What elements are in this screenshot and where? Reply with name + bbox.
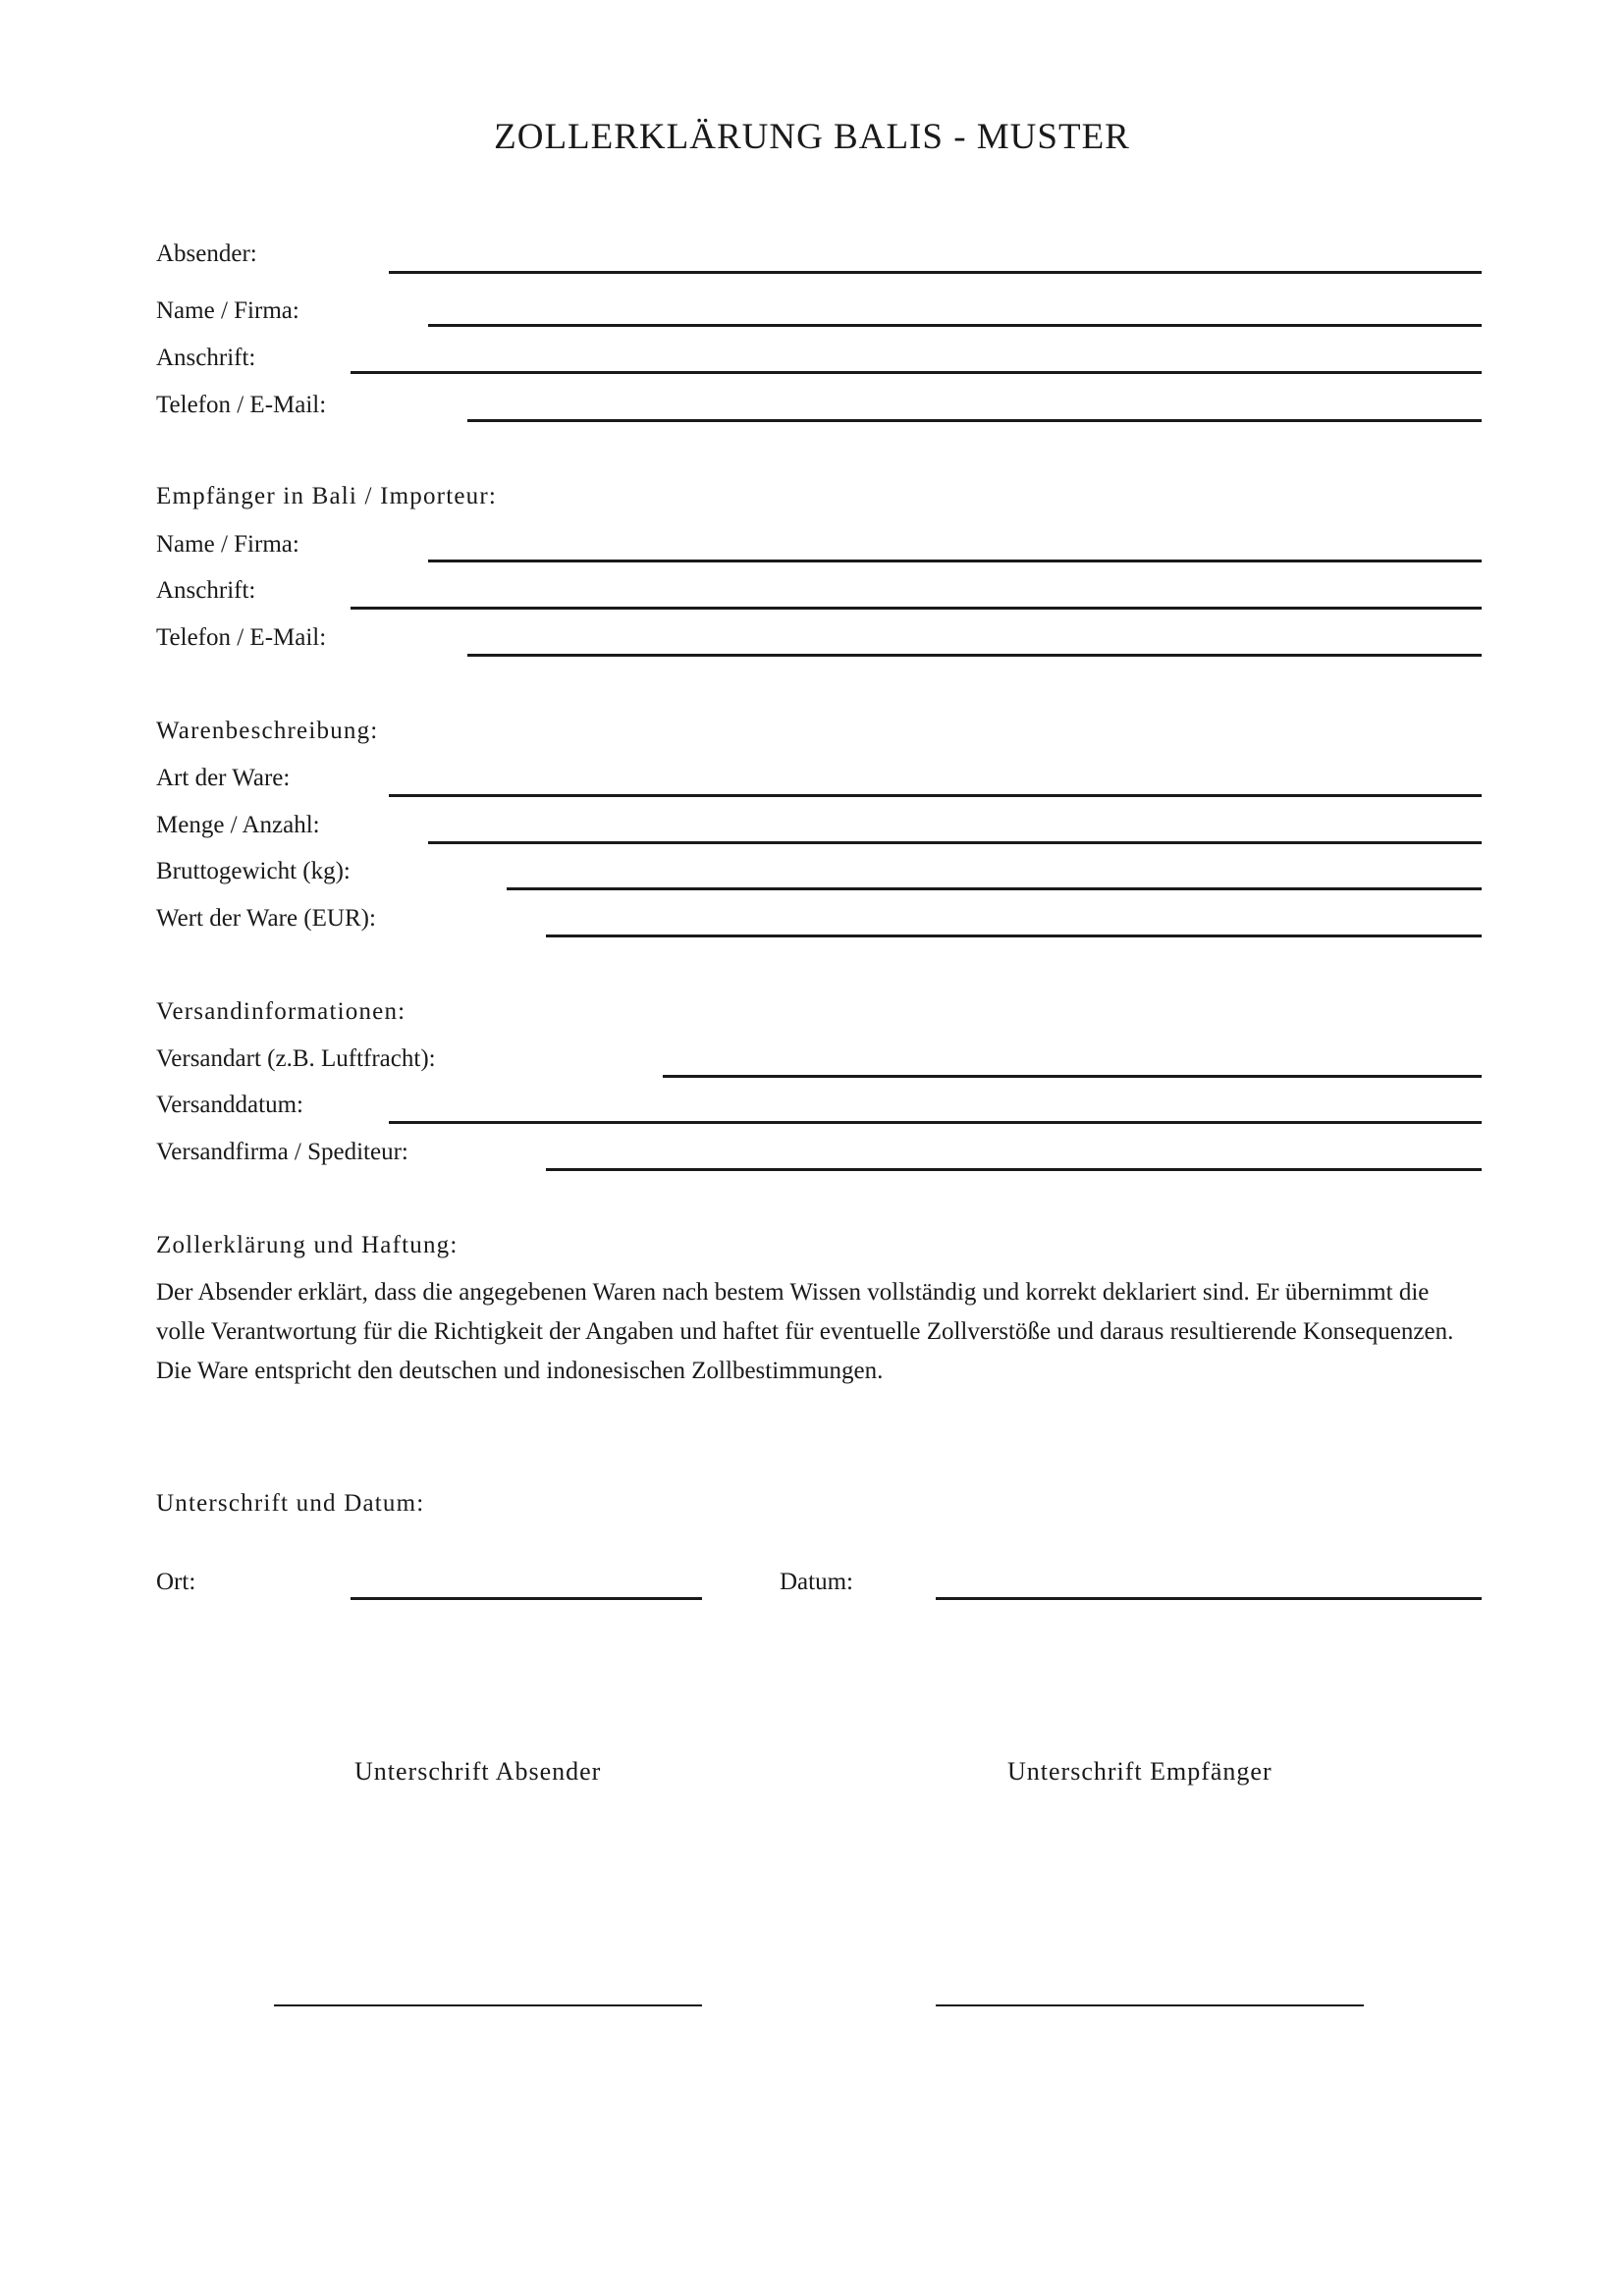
sender-heading: Absender: bbox=[156, 240, 257, 267]
shipping-date-field[interactable] bbox=[389, 1121, 1482, 1124]
sender-address-field[interactable] bbox=[351, 371, 1482, 374]
shipping-heading: Versandinformationen: bbox=[156, 998, 406, 1025]
recipient-heading: Empfänger in Bali / Importeur: bbox=[156, 483, 498, 509]
sender-name-label: Name / Firma: bbox=[156, 297, 299, 324]
declaration-text: Der Absender erklärt, dass die angegebenen Waren nach bestem Wissen vollständig und korrekt deklariert sind. Er übernimmt die volle Verantwortung für die Richtigkeit der Angaben und haftet für eventuelle Zollverstöße und daraus resultierende Konsequenzen. Die Ware entspricht den deutschen und indonesischen Zollbestimmungen. bbox=[156, 1279, 1454, 1384]
place-field[interactable] bbox=[351, 1597, 702, 1600]
date-label: Datum: bbox=[780, 1569, 853, 1595]
goods-value-field[interactable] bbox=[546, 934, 1482, 937]
goods-heading: Warenbeschreibung: bbox=[156, 718, 379, 744]
recipient-contact-label: Telefon / E-Mail: bbox=[156, 624, 327, 651]
sender-field-line[interactable] bbox=[389, 271, 1482, 274]
shipping-method-field[interactable] bbox=[663, 1075, 1482, 1078]
place-label: Ort: bbox=[156, 1569, 196, 1595]
sender-signature-label: Unterschrift Absender bbox=[354, 1757, 602, 1786]
goods-type-label: Art der Ware: bbox=[156, 765, 291, 791]
recipient-signature-label: Unterschrift Empfänger bbox=[1007, 1757, 1272, 1786]
recipient-signature-line[interactable] bbox=[936, 2004, 1364, 2006]
signature-heading: Unterschrift und Datum: bbox=[156, 1490, 425, 1517]
shipping-method-label: Versandart (z.B. Luftfracht): bbox=[156, 1045, 436, 1072]
goods-type-field[interactable] bbox=[389, 794, 1482, 797]
shipping-date-label: Versanddatum: bbox=[156, 1092, 303, 1118]
recipient-address-label: Anschrift: bbox=[156, 577, 256, 604]
goods-quantity-label: Menge / Anzahl: bbox=[156, 812, 320, 838]
goods-weight-field[interactable] bbox=[507, 887, 1482, 890]
page-title: ZOLLERKLÄRUNG BALIS - MUSTER bbox=[494, 117, 1130, 157]
sender-contact-label: Telefon / E-Mail: bbox=[156, 392, 327, 418]
declaration-heading: Zollerklärung und Haftung: bbox=[156, 1232, 459, 1258]
sender-signature-line[interactable] bbox=[274, 2004, 702, 2006]
sender-address-label: Anschrift: bbox=[156, 345, 256, 371]
shipping-carrier-field[interactable] bbox=[546, 1168, 1482, 1171]
goods-value-label: Wert der Ware (EUR): bbox=[156, 905, 376, 932]
recipient-name-label: Name / Firma: bbox=[156, 531, 299, 558]
date-field[interactable] bbox=[936, 1597, 1482, 1600]
goods-weight-label: Bruttogewicht (kg): bbox=[156, 858, 351, 884]
sender-contact-field[interactable] bbox=[467, 419, 1482, 422]
recipient-name-field[interactable] bbox=[428, 560, 1482, 562]
recipient-contact-field[interactable] bbox=[467, 654, 1482, 657]
shipping-carrier-label: Versandfirma / Spediteur: bbox=[156, 1139, 408, 1165]
sender-name-field[interactable] bbox=[428, 324, 1482, 327]
goods-quantity-field[interactable] bbox=[428, 841, 1482, 844]
recipient-address-field[interactable] bbox=[351, 607, 1482, 610]
